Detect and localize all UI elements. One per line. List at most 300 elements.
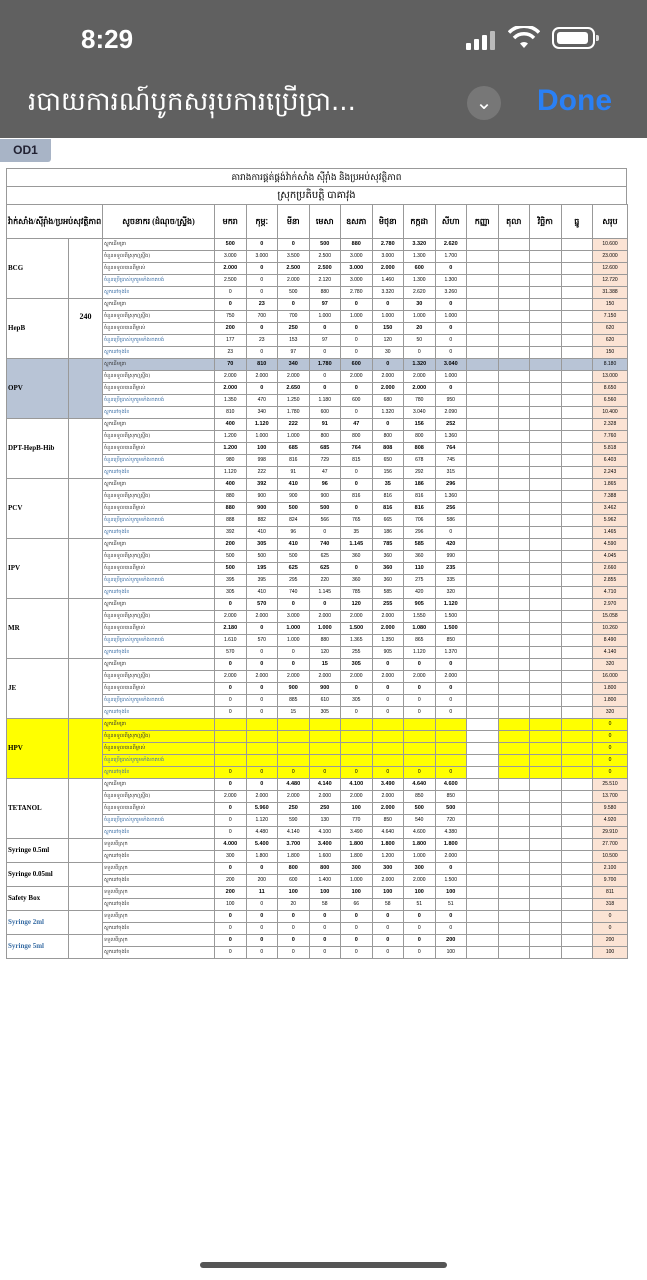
month-value-cell[interactable]: 2.000 (341, 791, 373, 803)
row-total-cell[interactable]: 4.590 (593, 539, 628, 551)
month-value-cell[interactable] (467, 263, 499, 275)
month-value-cell[interactable]: 1.000 (278, 623, 310, 635)
month-value-cell[interactable]: 300 (372, 863, 404, 875)
month-value-cell[interactable]: 729 (309, 455, 341, 467)
month-value-cell[interactable]: 3.000 (278, 611, 310, 623)
indicator-label[interactable]: ចំនួនទទួលបានពីម្ចាស់ (103, 623, 215, 635)
month-value-cell[interactable]: 2.000 (215, 371, 247, 383)
month-value-cell[interactable] (561, 359, 593, 371)
month-value-cell[interactable] (561, 347, 593, 359)
row-total-cell[interactable]: 8.650 (593, 383, 628, 395)
month-value-cell[interactable] (498, 347, 530, 359)
month-value-cell[interactable]: 0 (435, 659, 467, 671)
month-value-cell[interactable] (530, 779, 562, 791)
month-value-cell[interactable]: 0 (435, 527, 467, 539)
month-value-cell[interactable] (561, 743, 593, 755)
month-value-cell[interactable] (467, 875, 499, 887)
month-value-cell[interactable]: 2.000 (372, 671, 404, 683)
month-value-cell[interactable]: 30 (404, 299, 436, 311)
group-name[interactable]: IPV (7, 539, 69, 599)
row-total-cell[interactable]: 1.800 (593, 683, 628, 695)
month-value-cell[interactable] (498, 383, 530, 395)
chevron-down-icon[interactable]: ⌄ (467, 86, 501, 120)
month-value-cell[interactable]: 360 (341, 551, 373, 563)
indicator-label[interactable]: ទទួលពីស្រុក (103, 887, 215, 899)
month-value-cell[interactable] (341, 743, 373, 755)
month-value-cell[interactable]: 0 (372, 299, 404, 311)
month-value-cell[interactable] (561, 863, 593, 875)
month-value-cell[interactable]: 0 (435, 683, 467, 695)
month-value-cell[interactable]: 900 (246, 491, 278, 503)
month-value-cell[interactable]: 0 (372, 947, 404, 959)
month-value-cell[interactable]: 2.000 (435, 851, 467, 863)
group-extra[interactable]: 240 (69, 299, 103, 359)
month-value-cell[interactable]: 1.080 (404, 623, 436, 635)
month-value-cell[interactable]: 2.000 (215, 611, 247, 623)
month-value-cell[interactable]: 4.600 (435, 779, 467, 791)
month-value-cell[interactable] (498, 887, 530, 899)
month-value-cell[interactable]: 1.320 (372, 407, 404, 419)
month-value-cell[interactable]: 764 (435, 443, 467, 455)
month-value-cell[interactable]: 600 (278, 875, 310, 887)
sheet-tab-od1[interactable]: OD1 (0, 139, 51, 162)
indicator-label[interactable]: ចំនួនប្រើប្រាស់បូករួមទាំងខាតបង់ (103, 515, 215, 527)
indicator-label[interactable]: ទទួលពីស្រុក (103, 839, 215, 851)
month-value-cell[interactable] (498, 467, 530, 479)
month-value-cell[interactable]: 0 (246, 683, 278, 695)
month-value-cell[interactable]: 1.145 (341, 539, 373, 551)
group-name[interactable]: DPT-HepB-Hib (7, 419, 69, 479)
month-value-cell[interactable]: 0 (215, 803, 247, 815)
month-value-cell[interactable]: 1.360 (435, 431, 467, 443)
month-value-cell[interactable] (467, 611, 499, 623)
month-value-cell[interactable] (561, 599, 593, 611)
month-value-cell[interactable]: 2.500 (309, 251, 341, 263)
month-value-cell[interactable]: 0 (215, 911, 247, 923)
month-value-cell[interactable]: 810 (215, 407, 247, 419)
row-total-cell[interactable]: 9.700 (593, 875, 628, 887)
month-value-cell[interactable]: 1.120 (404, 647, 436, 659)
group-name[interactable]: PCV (7, 479, 69, 539)
row-total-cell[interactable]: 200 (593, 935, 628, 947)
indicator-label[interactable]: ចំនួនទទួលបានពីម្ចាស់ (103, 263, 215, 275)
month-value-cell[interactable]: 410 (278, 479, 310, 491)
month-value-cell[interactable] (467, 911, 499, 923)
group-extra[interactable] (69, 911, 103, 935)
month-value-cell[interactable] (467, 707, 499, 719)
month-value-cell[interactable]: 0 (246, 695, 278, 707)
month-value-cell[interactable]: 15 (278, 707, 310, 719)
group-name[interactable]: Syringe 2ml (7, 911, 69, 935)
month-value-cell[interactable]: 392 (215, 527, 247, 539)
month-value-cell[interactable]: 3.000 (246, 251, 278, 263)
month-value-cell[interactable]: 320 (435, 587, 467, 599)
month-value-cell[interactable]: 0 (372, 923, 404, 935)
table-row[interactable] (7, 419, 628, 431)
month-value-cell[interactable]: 745 (435, 455, 467, 467)
row-total-cell[interactable]: 5.962 (593, 515, 628, 527)
month-value-cell[interactable] (498, 875, 530, 887)
month-value-cell[interactable] (561, 539, 593, 551)
month-value-cell[interactable] (530, 371, 562, 383)
month-value-cell[interactable]: 0 (435, 923, 467, 935)
month-value-cell[interactable] (498, 443, 530, 455)
month-value-cell[interactable]: 4.640 (372, 827, 404, 839)
indicator-label[interactable]: ស្តុកនៅចុងខែ (103, 827, 215, 839)
indicator-label[interactable]: ចំនួនទទួលបានពីម្ចាស់ (103, 383, 215, 395)
month-value-cell[interactable]: 0 (372, 419, 404, 431)
month-value-cell[interactable]: 3.700 (278, 839, 310, 851)
month-value-cell[interactable] (498, 275, 530, 287)
month-value-cell[interactable]: 900 (309, 491, 341, 503)
month-value-cell[interactable]: 1.000 (278, 635, 310, 647)
month-value-cell[interactable]: 0 (215, 863, 247, 875)
month-value-cell[interactable] (561, 503, 593, 515)
month-value-cell[interactable]: 765 (341, 515, 373, 527)
month-value-cell[interactable]: 590 (278, 815, 310, 827)
month-value-cell[interactable]: 540 (404, 815, 436, 827)
month-value-cell[interactable]: 905 (404, 599, 436, 611)
month-value-cell[interactable] (530, 491, 562, 503)
month-value-cell[interactable] (467, 623, 499, 635)
indicator-label[interactable]: ស្តុកនៅចុងខែ (103, 899, 215, 911)
month-value-cell[interactable]: 2.090 (435, 407, 467, 419)
month-value-cell[interactable]: 678 (404, 455, 436, 467)
month-value-cell[interactable]: 2.500 (278, 263, 310, 275)
month-value-cell[interactable]: 256 (435, 503, 467, 515)
group-name[interactable]: HPV (7, 719, 69, 779)
month-value-cell[interactable]: 1.300 (435, 275, 467, 287)
month-value-cell[interactable] (498, 671, 530, 683)
month-value-cell[interactable]: 97 (278, 347, 310, 359)
month-value-cell[interactable]: 0 (435, 767, 467, 779)
month-value-cell[interactable] (530, 791, 562, 803)
month-value-cell[interactable]: 2.000 (341, 671, 373, 683)
month-value-cell[interactable]: 2.500 (215, 275, 247, 287)
month-value-cell[interactable]: 780 (404, 395, 436, 407)
month-value-cell[interactable]: 850 (372, 815, 404, 827)
month-value-cell[interactable]: 220 (309, 575, 341, 587)
month-value-cell[interactable] (530, 611, 562, 623)
month-value-cell[interactable]: 625 (309, 551, 341, 563)
month-value-cell[interactable] (561, 719, 593, 731)
month-value-cell[interactable]: 0 (341, 935, 373, 947)
month-value-cell[interactable]: 816 (341, 491, 373, 503)
month-value-cell[interactable] (530, 419, 562, 431)
month-value-cell[interactable] (215, 755, 247, 767)
month-value-cell[interactable]: 0 (246, 623, 278, 635)
row-total-cell[interactable]: 7.388 (593, 491, 628, 503)
month-value-cell[interactable]: 816 (372, 503, 404, 515)
month-value-cell[interactable]: 252 (435, 419, 467, 431)
month-value-cell[interactable] (561, 803, 593, 815)
group-extra[interactable] (69, 239, 103, 299)
month-value-cell[interactable] (498, 371, 530, 383)
month-value-cell[interactable]: 0 (278, 767, 310, 779)
month-value-cell[interactable] (561, 515, 593, 527)
month-value-cell[interactable]: 0 (372, 359, 404, 371)
month-value-cell[interactable]: 0 (372, 659, 404, 671)
month-value-cell[interactable] (561, 239, 593, 251)
month-value-cell[interactable]: 2.000 (372, 371, 404, 383)
table-row[interactable] (7, 887, 628, 899)
row-total-cell[interactable]: 27.700 (593, 839, 628, 851)
month-value-cell[interactable] (530, 767, 562, 779)
month-value-cell[interactable]: 2.000 (404, 875, 436, 887)
month-value-cell[interactable]: 1.250 (278, 395, 310, 407)
month-value-cell[interactable]: 1.600 (309, 851, 341, 863)
month-value-cell[interactable]: 100 (341, 887, 373, 899)
indicator-label[interactable]: ចំនួនទទួលពីស្រុក(ស្រ្ទីង) (103, 551, 215, 563)
month-value-cell[interactable]: 410 (278, 539, 310, 551)
month-value-cell[interactable] (561, 611, 593, 623)
month-value-cell[interactable] (467, 431, 499, 443)
month-value-cell[interactable]: 2.000 (246, 611, 278, 623)
month-value-cell[interactable] (467, 395, 499, 407)
month-value-cell[interactable] (467, 743, 499, 755)
month-value-cell[interactable]: 0 (341, 767, 373, 779)
month-value-cell[interactable]: 0 (372, 767, 404, 779)
month-value-cell[interactable]: 586 (435, 515, 467, 527)
indicator-label[interactable]: ស្តុកដើមគ្រា (103, 419, 215, 431)
month-value-cell[interactable] (467, 479, 499, 491)
month-value-cell[interactable]: 156 (372, 467, 404, 479)
month-value-cell[interactable]: 0 (246, 899, 278, 911)
month-value-cell[interactable] (530, 899, 562, 911)
month-value-cell[interactable]: 3.000 (372, 251, 404, 263)
group-extra[interactable] (69, 839, 103, 863)
month-value-cell[interactable] (561, 623, 593, 635)
month-value-cell[interactable] (467, 683, 499, 695)
month-value-cell[interactable] (467, 851, 499, 863)
indicator-label[interactable]: ស្តុកនៅចុងខែ (103, 647, 215, 659)
month-value-cell[interactable]: 100 (309, 887, 341, 899)
month-value-cell[interactable]: 685 (278, 443, 310, 455)
month-value-cell[interactable]: 0 (246, 863, 278, 875)
month-value-cell[interactable]: 0 (404, 707, 436, 719)
month-value-cell[interactable]: 20 (278, 899, 310, 911)
table-row[interactable] (7, 239, 628, 251)
row-total-cell[interactable]: 0 (593, 767, 628, 779)
row-total-cell[interactable]: 10.500 (593, 851, 628, 863)
month-value-cell[interactable]: 1.800 (435, 839, 467, 851)
month-value-cell[interactable]: 335 (435, 575, 467, 587)
indicator-label[interactable]: ស្តុកនៅចុងខែ (103, 707, 215, 719)
month-value-cell[interactable]: 2.000 (372, 383, 404, 395)
month-value-cell[interactable]: 5.400 (246, 839, 278, 851)
month-value-cell[interactable]: 0 (246, 383, 278, 395)
month-value-cell[interactable]: 3.040 (435, 359, 467, 371)
month-value-cell[interactable]: 2.000 (215, 263, 247, 275)
month-value-cell[interactable]: 0 (246, 947, 278, 959)
month-value-cell[interactable] (467, 287, 499, 299)
month-value-cell[interactable] (561, 311, 593, 323)
month-value-cell[interactable] (530, 815, 562, 827)
month-value-cell[interactable] (498, 767, 530, 779)
month-value-cell[interactable]: 0 (246, 767, 278, 779)
month-value-cell[interactable] (530, 383, 562, 395)
month-value-cell[interactable]: 0 (341, 479, 373, 491)
indicator-label[interactable]: ចំនួនទទួលពីស្រុក(ស្រ្ទីង) (103, 311, 215, 323)
month-value-cell[interactable] (498, 407, 530, 419)
month-value-cell[interactable] (467, 827, 499, 839)
month-value-cell[interactable]: 0 (341, 347, 373, 359)
row-total-cell[interactable]: 12.600 (593, 263, 628, 275)
month-value-cell[interactable]: 410 (246, 527, 278, 539)
month-value-cell[interactable]: 1.300 (404, 251, 436, 263)
indicator-label[interactable]: ស្តុកដើមគ្រា (103, 599, 215, 611)
indicator-label[interactable]: ស្តុកនៅចុងខែ (103, 527, 215, 539)
indicator-label[interactable]: ចំនួនប្រើប្រាស់បូករួមទាំងខាតបង់ (103, 575, 215, 587)
month-value-cell[interactable]: 255 (372, 599, 404, 611)
month-value-cell[interactable] (530, 743, 562, 755)
month-value-cell[interactable]: 0 (341, 299, 373, 311)
month-value-cell[interactable] (498, 323, 530, 335)
month-value-cell[interactable] (309, 743, 341, 755)
month-value-cell[interactable]: 570 (246, 599, 278, 611)
group-extra[interactable] (69, 659, 103, 719)
month-value-cell[interactable] (467, 755, 499, 767)
row-total-cell[interactable]: 3.462 (593, 503, 628, 515)
month-value-cell[interactable] (498, 935, 530, 947)
month-value-cell[interactable]: 500 (246, 551, 278, 563)
month-value-cell[interactable] (467, 899, 499, 911)
month-value-cell[interactable]: 1.800 (278, 851, 310, 863)
month-value-cell[interactable]: 680 (372, 395, 404, 407)
month-value-cell[interactable]: 980 (215, 455, 247, 467)
row-total-cell[interactable]: 0 (593, 719, 628, 731)
month-value-cell[interactable]: 0 (215, 659, 247, 671)
month-value-cell[interactable]: 0 (341, 683, 373, 695)
month-value-cell[interactable] (498, 851, 530, 863)
month-value-cell[interactable]: 120 (309, 647, 341, 659)
row-total-cell[interactable]: 8.490 (593, 635, 628, 647)
row-total-cell[interactable]: 150 (593, 299, 628, 311)
month-value-cell[interactable]: 0 (246, 779, 278, 791)
month-value-cell[interactable] (215, 731, 247, 743)
month-value-cell[interactable] (467, 359, 499, 371)
row-total-cell[interactable]: 2.243 (593, 467, 628, 479)
row-total-cell[interactable]: 6.403 (593, 455, 628, 467)
month-value-cell[interactable]: 200 (215, 323, 247, 335)
month-value-cell[interactable]: 808 (372, 443, 404, 455)
month-value-cell[interactable]: 0 (404, 767, 436, 779)
month-value-cell[interactable] (467, 275, 499, 287)
month-value-cell[interactable]: 1.800 (372, 839, 404, 851)
indicator-label[interactable]: ស្តុកនៅចុងខែ (103, 287, 215, 299)
indicator-label[interactable]: ទទួលពីស្រុក (103, 911, 215, 923)
month-value-cell[interactable]: 1.000 (435, 311, 467, 323)
month-value-cell[interactable]: 0 (404, 683, 436, 695)
month-value-cell[interactable]: 3.000 (215, 251, 247, 263)
month-value-cell[interactable] (498, 503, 530, 515)
month-value-cell[interactable]: 0 (215, 695, 247, 707)
row-total-cell[interactable]: 4.920 (593, 815, 628, 827)
month-value-cell[interactable]: 0 (278, 647, 310, 659)
month-value-cell[interactable] (278, 755, 310, 767)
month-value-cell[interactable]: 23 (246, 335, 278, 347)
month-value-cell[interactable] (498, 455, 530, 467)
month-value-cell[interactable] (498, 743, 530, 755)
month-value-cell[interactable] (278, 731, 310, 743)
month-value-cell[interactable]: 1.000 (309, 623, 341, 635)
group-name[interactable]: Syringe 0.05ml (7, 863, 69, 887)
month-value-cell[interactable] (467, 455, 499, 467)
month-value-cell[interactable]: 880 (215, 491, 247, 503)
month-value-cell[interactable]: 500 (309, 503, 341, 515)
row-total-cell[interactable]: 2.970 (593, 599, 628, 611)
indicator-label[interactable]: ចំនួនទទួលពីស្រុក(ស្រ្ទីង) (103, 611, 215, 623)
month-value-cell[interactable] (498, 623, 530, 635)
month-value-cell[interactable] (530, 863, 562, 875)
month-value-cell[interactable]: 420 (404, 587, 436, 599)
month-value-cell[interactable]: 0 (309, 527, 341, 539)
month-value-cell[interactable]: 706 (404, 515, 436, 527)
month-value-cell[interactable] (467, 527, 499, 539)
month-value-cell[interactable]: 808 (404, 443, 436, 455)
indicator-label[interactable]: ចំនួនទទួលបានពីម្ចាស់ (103, 323, 215, 335)
month-value-cell[interactable] (498, 707, 530, 719)
month-value-cell[interactable]: 1.145 (309, 587, 341, 599)
month-value-cell[interactable] (530, 635, 562, 647)
month-value-cell[interactable]: 1.000 (372, 311, 404, 323)
month-value-cell[interactable]: 47 (309, 467, 341, 479)
month-value-cell[interactable]: 0 (435, 347, 467, 359)
month-value-cell[interactable] (498, 599, 530, 611)
month-value-cell[interactable] (498, 239, 530, 251)
row-total-cell[interactable]: 2.100 (593, 863, 628, 875)
month-value-cell[interactable] (530, 395, 562, 407)
month-value-cell[interactable]: 0 (215, 779, 247, 791)
month-value-cell[interactable]: 100 (435, 887, 467, 899)
month-value-cell[interactable]: 1.000 (404, 851, 436, 863)
month-value-cell[interactable] (561, 947, 593, 959)
month-value-cell[interactable] (530, 299, 562, 311)
month-value-cell[interactable] (498, 827, 530, 839)
month-value-cell[interactable] (467, 587, 499, 599)
indicator-label[interactable]: ចំនួនប្រើប្រាស់បូករួមទាំងខាតបង់ (103, 335, 215, 347)
table-row[interactable] (7, 935, 628, 947)
row-total-cell[interactable]: 0 (593, 923, 628, 935)
month-value-cell[interactable] (530, 935, 562, 947)
indicator-label[interactable]: ទទួលពីស្រុក (103, 935, 215, 947)
indicator-label[interactable]: ស្តុកដើមគ្រា (103, 539, 215, 551)
group-name[interactable]: OPV (7, 359, 69, 419)
month-value-cell[interactable]: 0 (309, 767, 341, 779)
month-value-cell[interactable] (467, 311, 499, 323)
month-value-cell[interactable]: 23 (215, 347, 247, 359)
month-value-cell[interactable]: 2.000 (341, 611, 373, 623)
month-value-cell[interactable]: 0 (246, 347, 278, 359)
month-value-cell[interactable]: 5.960 (246, 803, 278, 815)
month-value-cell[interactable]: 186 (372, 527, 404, 539)
month-value-cell[interactable] (467, 779, 499, 791)
month-value-cell[interactable] (530, 287, 562, 299)
month-value-cell[interactable] (498, 635, 530, 647)
indicator-label[interactable]: ចំនួនប្រើប្រាស់បូករួមទាំងខាតបង់ (103, 455, 215, 467)
month-value-cell[interactable]: 0 (246, 911, 278, 923)
month-value-cell[interactable]: 2.000 (309, 611, 341, 623)
month-value-cell[interactable]: 120 (341, 599, 373, 611)
row-total-cell[interactable]: 6.560 (593, 395, 628, 407)
month-value-cell[interactable]: 2.000 (372, 803, 404, 815)
month-value-cell[interactable]: 66 (341, 899, 373, 911)
month-value-cell[interactable]: 250 (309, 803, 341, 815)
month-value-cell[interactable]: 395 (246, 575, 278, 587)
month-value-cell[interactable]: 47 (341, 419, 373, 431)
indicator-label[interactable]: ចំនួនប្រើប្រាស់បូករួមទាំងខាតបង់ (103, 695, 215, 707)
group-extra[interactable] (69, 719, 103, 779)
